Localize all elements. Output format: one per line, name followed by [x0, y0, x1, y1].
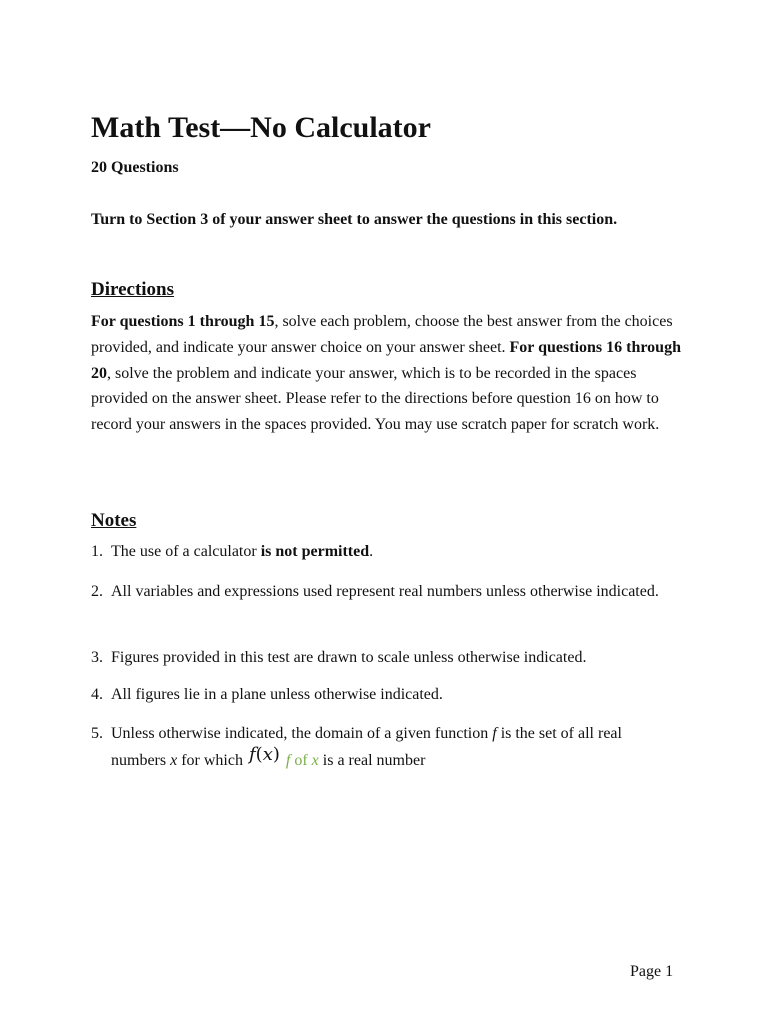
- alt-text-function: f: [285, 752, 291, 769]
- note-text-suffix: .: [369, 543, 374, 560]
- alt-text-variable: x: [311, 752, 319, 769]
- note-item: [91, 539, 681, 565]
- math-function-name: f: [248, 744, 256, 765]
- directions-text-1: , solve each problem, choose the best answer from the choices provided, and indicate your answer choice on your answer sheet.: [91, 313, 673, 356]
- note-text-part: The use of a calculator: [111, 543, 261, 560]
- math-open-paren: (: [255, 744, 263, 765]
- directions-bold-range-2: For questions 16 through 20: [91, 338, 681, 382]
- note-text-part: is the set of all real numbers: [111, 725, 622, 769]
- directions-heading: Directions: [91, 279, 175, 300]
- page-title: Math Test—No Calculator: [91, 111, 431, 144]
- note-number: 5.: [91, 725, 103, 742]
- note-text-part: Unless otherwise indicated, the domain of a given function: [111, 725, 493, 742]
- note-text: Figures provided in this test are drawn to scale unless otherwise indicated.: [111, 649, 587, 666]
- note-item: [91, 721, 681, 774]
- math-alt-text: [286, 752, 319, 769]
- section-instruction: Turn to Section 3 of your answer sheet to answer the questions in this section.: [91, 211, 618, 228]
- note-item: [91, 579, 681, 605]
- notes-heading: Notes: [91, 510, 137, 531]
- note-item: [91, 645, 681, 671]
- question-count: 20 Questions: [91, 159, 179, 176]
- note-number: 1.: [91, 543, 103, 560]
- page-number: Page 1: [630, 963, 674, 980]
- alt-text-of: of: [290, 752, 312, 769]
- note-text: All figures lie in a plane unless otherwise indicated.: [111, 686, 443, 703]
- note-number: 2.: [91, 583, 103, 600]
- directions-bold-range-1: For questions 1 through 15: [91, 313, 275, 330]
- note-text: [111, 539, 681, 565]
- note-text-part: is a real number: [318, 752, 426, 769]
- note-text-part: for which: [177, 752, 243, 769]
- note-item: [91, 682, 681, 708]
- directions-paragraph: [91, 309, 681, 438]
- input-variable: x: [170, 752, 178, 769]
- math-argument: x: [262, 744, 273, 765]
- function-variable: f: [492, 725, 497, 742]
- note-number: 4.: [91, 686, 103, 703]
- math-close-paren: ): [272, 744, 280, 765]
- note-text: All variables and expressions used represent real numbers unless otherwise indicated.: [111, 583, 659, 600]
- note-number: 3.: [91, 649, 103, 666]
- directions-text-2: , solve the problem and indicate your answer, which is to be recorded in the spaces provided on the answer sheet. Please refer to the directions before question 16 on how to record your answers in the spaces provided. You may use scratch paper for scratch work.: [91, 364, 660, 434]
- note-emphasis: is not permitted: [260, 543, 370, 560]
- note-text: [111, 721, 681, 774]
- function-notation: [249, 744, 280, 765]
